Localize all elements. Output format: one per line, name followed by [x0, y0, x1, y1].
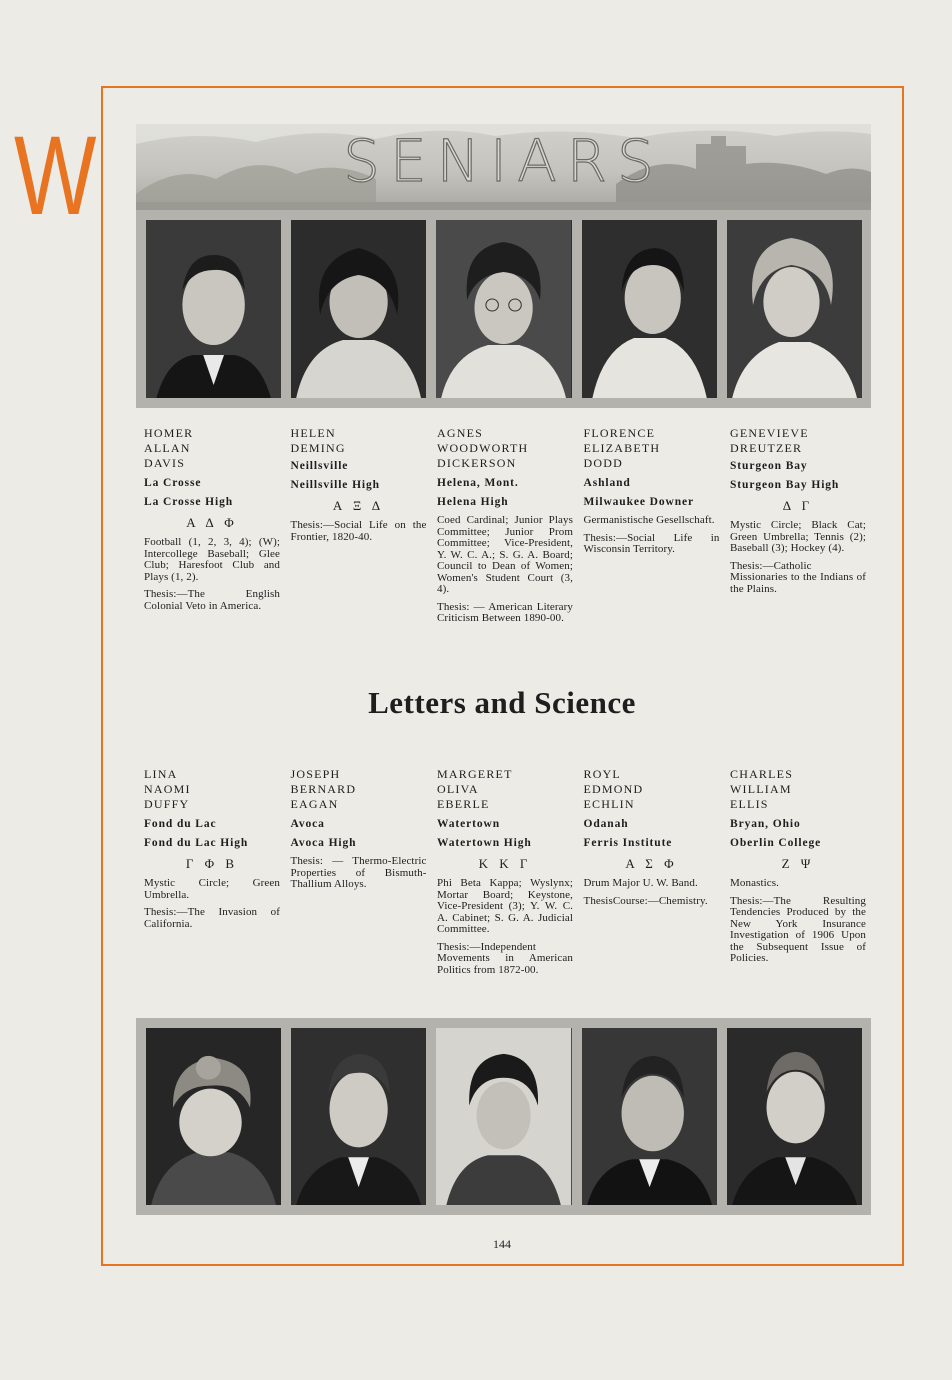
student-hometown: Bryan, Ohio	[730, 818, 801, 830]
student-hometown: Avoca	[290, 818, 325, 830]
portrait-photo	[727, 1028, 862, 1205]
student-activities: Phi Beta Kappa; Wyslynx; Mortar Board; Keystone, Vice-President (3); Y. W. C. A. Cabinet; S. G. A. Judicial Committee.	[437, 877, 573, 935]
portrait-photo	[291, 1028, 426, 1205]
student-entry	[291, 426, 427, 631]
student-hometown: Ashland	[583, 477, 631, 489]
portrait-photo	[436, 220, 571, 398]
student-school: Avoca High	[290, 837, 357, 849]
student-school: Sturgeon Bay High	[730, 479, 840, 491]
section-letter-w: W	[14, 113, 94, 238]
portrait-photo	[146, 1028, 281, 1205]
student-thesis: Thesis: — American Literary Criticism Between 1890-00.	[437, 600, 573, 624]
bottom-student-entries	[144, 767, 866, 982]
student-thesis: Thesis: — Thermo-Electric Properties of Bismuth-Thallium Alloys.	[290, 855, 427, 890]
student-entry	[730, 767, 866, 982]
student-school: Ferris Institute	[583, 837, 673, 849]
student-thesis: Thesis:—Social Life in Wisconsin Territory.	[583, 531, 720, 555]
seniors-banner	[136, 124, 871, 210]
student-entry	[437, 767, 573, 982]
bottom-portrait-strip	[136, 1018, 871, 1215]
student-name: CHARLES WILLIAM ELLIS	[730, 767, 794, 811]
portrait-photo	[582, 1028, 717, 1205]
portrait-photo	[582, 220, 717, 398]
student-thesis: Thesis:—Catholic Missionaries to the Indians of the Plains.	[730, 559, 866, 595]
fraternity-letters: Γ Φ Β	[185, 856, 239, 871]
student-school: Helena High	[437, 496, 509, 508]
student-entry	[730, 426, 866, 631]
student-entry	[144, 767, 280, 982]
student-name: HOMER ALLAN DAVIS	[144, 426, 194, 470]
portrait-photo	[436, 1028, 571, 1205]
student-activities: Germanistische Gesellschaft.	[583, 514, 715, 526]
student-name: AGNES WOODWORTH DICKERSON	[437, 426, 529, 470]
student-thesis: ThesisCourse:—Chemistry.	[583, 894, 708, 907]
fraternity-letters: Α Δ Φ	[186, 515, 238, 530]
fraternity-letters: Α Ξ Δ	[332, 498, 385, 513]
student-name: LINA NAOMI DUFFY	[144, 767, 191, 811]
student-name: GENEVIEVE DREUTZER	[730, 426, 809, 455]
student-name: JOSEPH BERNARD EAGAN	[290, 767, 357, 811]
student-thesis: Thesis:—Social Life on the Frontier, 1820-40.	[290, 519, 427, 543]
portrait-photo	[146, 220, 281, 398]
banner-title: SENIARS	[343, 127, 664, 195]
student-school: Oberlin College	[730, 837, 822, 849]
student-hometown: La Crosse	[144, 477, 202, 489]
student-hometown: Odanah	[583, 818, 629, 830]
student-name: MARGERET OLIVA EBERLE	[437, 767, 513, 811]
student-entry	[144, 426, 280, 631]
student-activities: Football (1, 2, 3, 4); (W); Intercollege Baseball; Glee Club; Haresfoot Club and Plays (1, 2).	[144, 536, 280, 583]
student-hometown: Helena, Mont.	[437, 477, 519, 489]
student-hometown: Sturgeon Bay	[730, 460, 808, 472]
student-school: Milwaukee Downer	[583, 496, 695, 508]
student-school: La Crosse High	[144, 496, 234, 508]
student-hometown: Fond du Lac	[144, 818, 217, 830]
student-activities: Drum Major U. W. Band.	[583, 877, 698, 889]
student-thesis: Thesis:—The English Colonial Veto in America.	[144, 588, 280, 612]
student-thesis: Thesis:—The Invasion of California.	[144, 906, 280, 930]
student-hometown: Neillsville	[290, 460, 349, 472]
student-entry	[437, 426, 573, 631]
top-student-entries	[144, 426, 866, 631]
section-title: Letters and Science	[368, 685, 636, 720]
top-portrait-strip	[136, 210, 871, 408]
student-entry	[584, 426, 720, 631]
student-name: FLORENCE ELIZABETH DODD	[583, 426, 661, 470]
student-school: Fond du Lac High	[144, 837, 249, 849]
fraternity-letters: Κ Κ Γ	[478, 856, 532, 871]
fraternity-letters: Ζ Ψ	[781, 856, 815, 871]
student-entry	[291, 767, 427, 982]
student-name: HELEN DEMING	[290, 426, 346, 455]
student-school: Neillsville High	[290, 479, 380, 491]
student-activities: Monastics.	[730, 877, 779, 889]
student-thesis: Thesis:—Independent Movements in American Politics from 1872-00.	[437, 940, 573, 976]
fraternity-letters: Α Σ Φ	[625, 856, 678, 871]
student-activities: Coed Cardinal; Junior Plays Committee; Junior Prom Committee; Vice-President, Y. W. C. A.; S. G. A. Board; Council to Dean of Women; Women's Student Court (3, 4).	[437, 514, 573, 595]
student-thesis: Thesis:—The Resulting Tendencies Produced by the New York Insurance Investigation of 1906 Upon the Subsequent Issue of Policies.	[730, 894, 866, 964]
student-activities: Mystic Circle; Black Cat; Green Umbrella; Tennis (2); Baseball (3); Hockey (4).	[730, 519, 866, 554]
student-entry	[584, 767, 720, 982]
student-activities: Mystic Circle; Green Umbrella.	[144, 877, 280, 901]
student-name: ROYL EDMOND ECHLIN	[583, 767, 644, 811]
page-number: 144	[493, 1237, 511, 1251]
portrait-photo	[291, 220, 426, 398]
fraternity-letters: Δ Γ	[782, 498, 814, 513]
student-school: Watertown High	[437, 837, 532, 849]
portrait-photo	[727, 220, 862, 398]
student-hometown: Watertown	[437, 818, 501, 830]
